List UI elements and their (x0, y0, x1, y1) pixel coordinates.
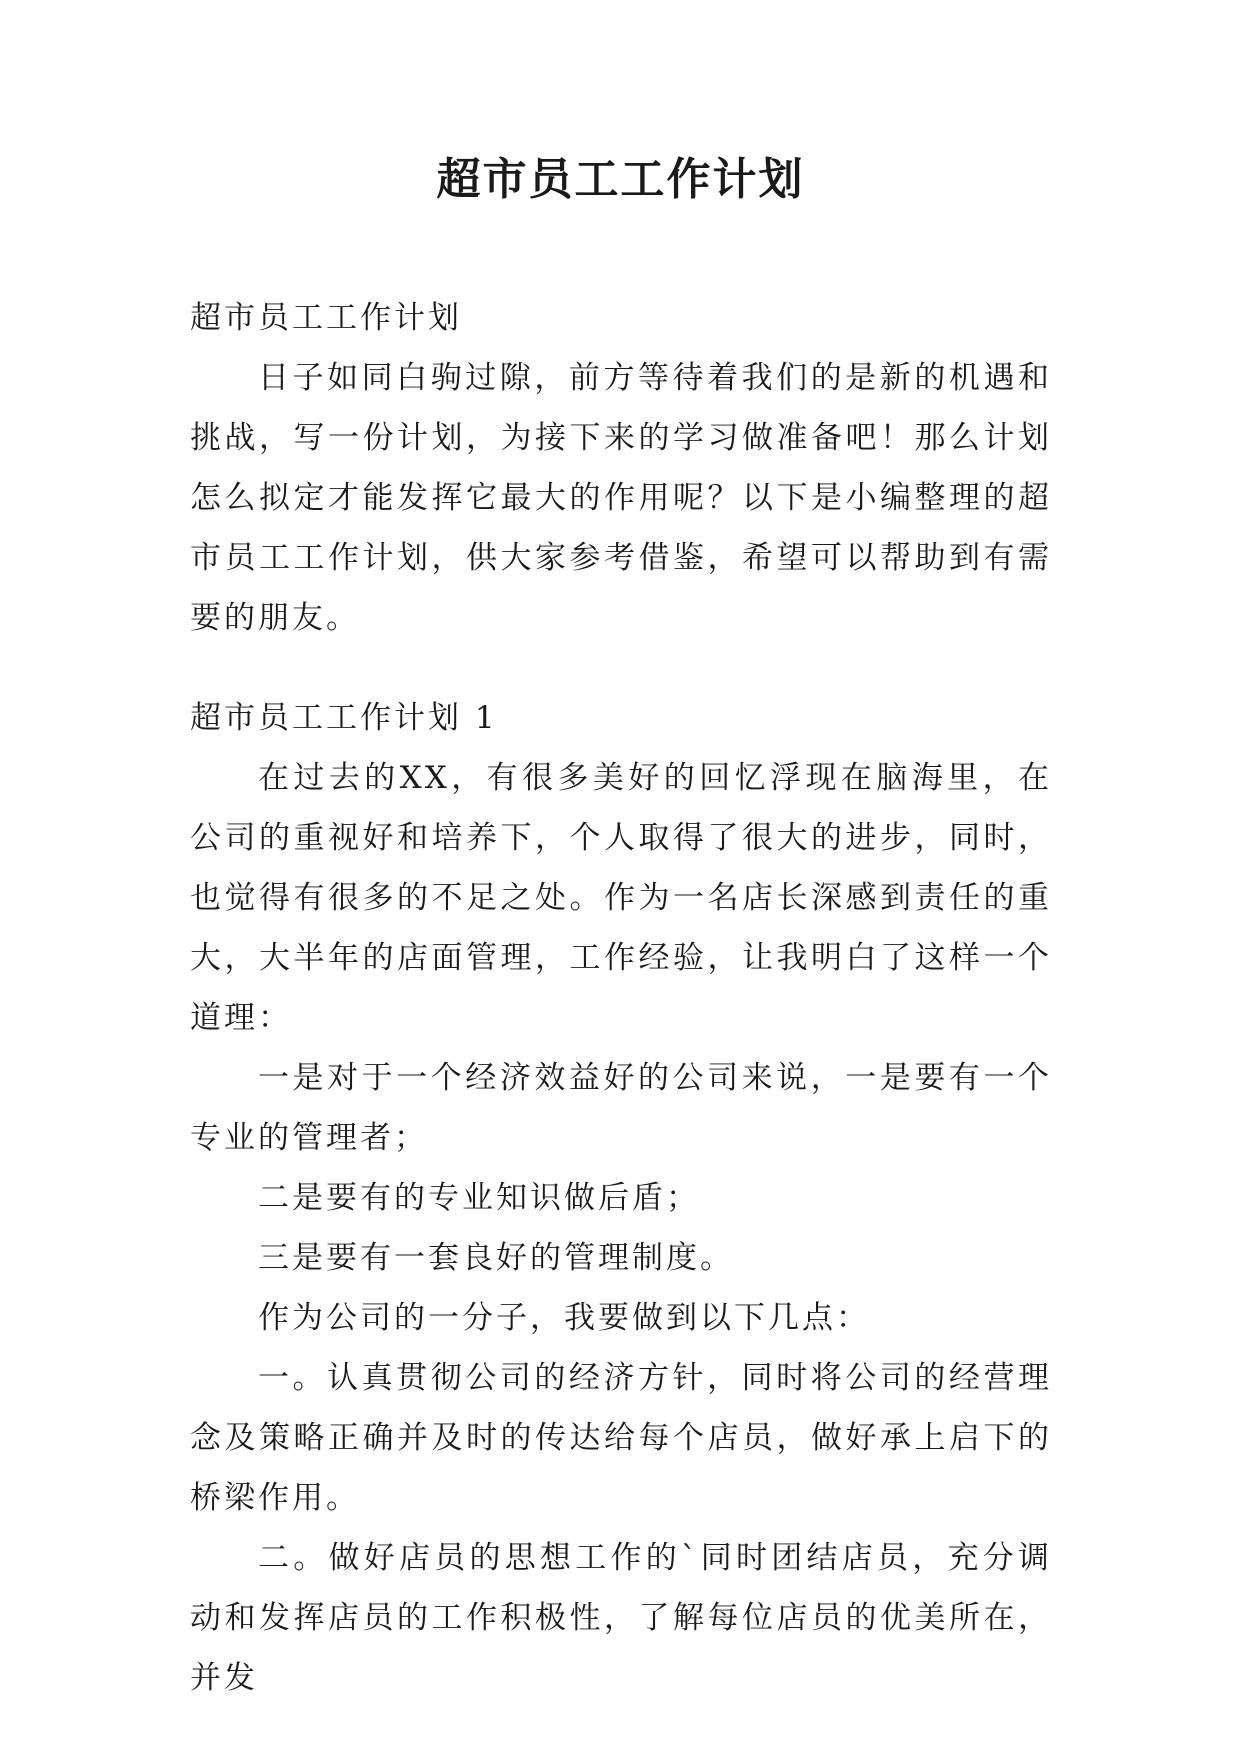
intro-paragraph: 日子如同白驹过隙，前方等待着我们的是新的机遇和挑战，写一份计划，为接下来的学习做准备吧！那么计划怎么拟定才能发挥它最大的作用呢？以下是小编整理的超市员工工作计划，供大家参考借鉴，希望可以帮助到有需要的朋友。 (190, 360, 1052, 636)
body-paragraph: 二。做好店员的思想工作的`同时团结店员，充分调动和发挥店员的工作积极性，了解每位店员的优美所在，并发 (190, 1540, 1052, 1696)
document-subtitle: 超市员工工作计划 (190, 300, 462, 336)
document-body (190, 288, 1052, 1708)
body-paragraph: 二是要有的专业知识做后盾； (258, 1180, 700, 1216)
body-paragraph: 一。认真贯彻公司的经济方针，同时将公司的经营理念及策略正确并及时的传达给每个店员，做好承上启下的桥梁作用。 (190, 1360, 1052, 1516)
section-heading: 超市员工工作计划 1 (190, 700, 498, 736)
body-paragraph: 在过去的XX，有很多美好的回忆浮现在脑海里，在公司的重视好和培养下，个人取得了很大的进步，同时，也觉得有很多的不足之处。作为一名店长深感到责任的重大，大半年的店面管理，工作经验，让我明白了这样一个道理： (190, 760, 1052, 1036)
body-paragraph: 一是对于一个经济效益好的公司来说，一是要有一个专业的管理者； (190, 1060, 1052, 1156)
body-paragraph: 作为公司的一分子，我要做到以下几点： (258, 1300, 870, 1336)
paragraph-spacer (190, 648, 1052, 688)
body-paragraph: 三是要有一套良好的管理制度。 (258, 1240, 734, 1276)
document-title: 超市员工工作计划 (436, 154, 805, 205)
